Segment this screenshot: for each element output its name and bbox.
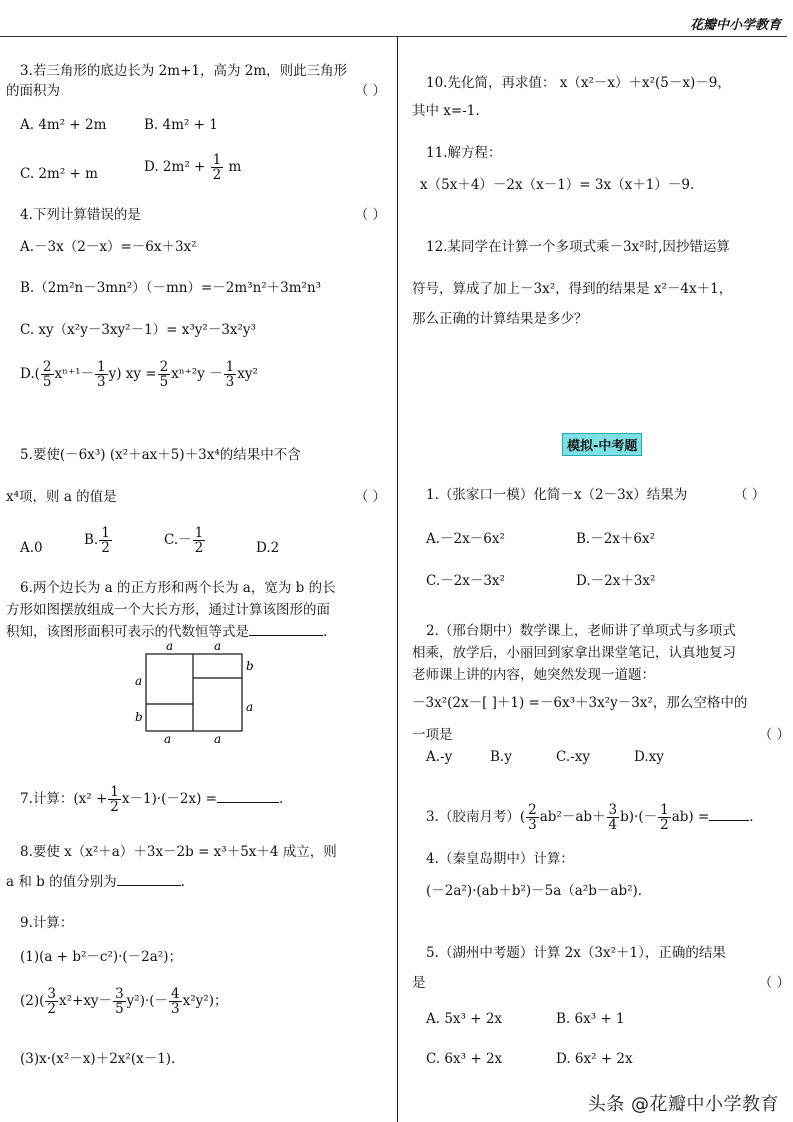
m3-f1-den: 3 xyxy=(528,817,537,834)
m2-option-c: C.-xy xyxy=(556,749,590,765)
q4-d-f3-num: 2 xyxy=(159,359,169,375)
q6-end: . xyxy=(323,624,328,640)
m3-line xyxy=(426,803,754,832)
q7-prefix: 7.计算：(x² + xyxy=(20,791,108,808)
q9-2-f1-den: 2 xyxy=(47,1001,56,1018)
q8-answer-blank[interactable] xyxy=(117,885,181,886)
q3-d-num: 1 xyxy=(212,152,222,168)
fig-label-left-bottom: b xyxy=(135,710,143,724)
q5-option-a: A.0 xyxy=(20,540,43,556)
section-tag: 模拟-中考题 xyxy=(562,433,642,456)
m2-line3: 老师课上讲的内容，她突然发现一道题： xyxy=(412,667,655,683)
q9-2-prefix: (2)( xyxy=(20,993,45,1010)
q4-d-mid1: xⁿ⁺¹－ xyxy=(54,366,94,383)
q9-2-mid1: x²+xy－ xyxy=(58,993,113,1010)
q9-2-f3-den: 3 xyxy=(171,1001,180,1018)
fig-label-bottom-right: a xyxy=(214,732,222,743)
m3-answer-blank[interactable] xyxy=(709,820,749,821)
m1-option-c: C.－2x－3x² xyxy=(426,573,505,589)
q9-2-f1-num: 3 xyxy=(47,986,56,1002)
q7-suffix: x－1)·(－2x) = xyxy=(121,791,217,808)
q5-b-prefix: B. xyxy=(84,532,99,549)
q5-option-d: D.2 xyxy=(256,540,280,556)
q11-stem: 11.解方程： xyxy=(426,145,502,161)
q9-2-mid2: y²)·(－ xyxy=(126,993,169,1010)
m5-answer-paren: （ ） xyxy=(758,975,790,991)
m5-option-b: B. 6x³ + 1 xyxy=(556,1011,625,1027)
q5-c-prefix: C.－ xyxy=(164,532,192,549)
q5-c-num: 1 xyxy=(194,525,204,541)
header-rule xyxy=(0,36,787,37)
q3-option-d xyxy=(144,153,241,182)
q3-option-a: A. 4m² + 2m xyxy=(20,117,107,133)
m2-option-b: B.y xyxy=(490,749,512,765)
q6-line3-text: 积知，该图形面积可表示的代数恒等式是 xyxy=(6,624,249,640)
q7-answer-blank[interactable] xyxy=(217,802,279,803)
q9-2-f2-num: 3 xyxy=(115,986,124,1002)
q5-line1: 5.要使(－6x³) (x²＋ax＋5)＋3x⁴的结果中不含 xyxy=(20,447,301,463)
m4-expression: (－2a²)·(ab＋b²)－5a（a²b－ab²). xyxy=(426,883,643,899)
q4-option-a: A.－3x（2－x）=－6x＋3x² xyxy=(20,239,197,255)
q6-line2: 方形如图摆放组成一个大长方形，通过计算该图形的面 xyxy=(6,602,330,618)
q8-line1: 8.要使 x（x²＋a）＋3x－2b = x³＋5x＋4 成立，则 xyxy=(20,844,337,860)
q4-option-c: C. xy（x²y－3xy²－1）= x³y²－3x²y³ xyxy=(20,322,256,338)
q5-b-den: 2 xyxy=(101,540,110,557)
fig-label-top-left: a xyxy=(166,639,174,653)
m1-option-a: A.－2x－6x² xyxy=(426,531,505,547)
q4-d-mid3: xⁿ⁺²y － xyxy=(171,366,223,383)
q5-answer-paren: （ ） xyxy=(354,489,386,505)
q4-d-f2-num: 1 xyxy=(97,359,106,375)
q12-line2: 符号，算成了加上－3x²，得到的结果是 x²－4x＋1， xyxy=(412,281,733,297)
m2-option-d: D.xy xyxy=(634,749,664,765)
q9-2-end: x²y²)； xyxy=(182,993,228,1010)
m2-answer-paren: （ ） xyxy=(758,727,790,743)
q3-line1: 3.若三角形的底边长为 2m+1，高为 2m，则此三角形 xyxy=(20,63,348,79)
m5-option-a: A. 5x³ + 2x xyxy=(426,1011,503,1027)
q9-2-f2-den: 5 xyxy=(115,1001,124,1018)
m2-line1: 2.（邢台期中）数学课上，老师讲了单项式与多项式 xyxy=(426,623,736,639)
m5-option-d: D. 6x² + 2x xyxy=(556,1051,633,1067)
m2-line5: 一项是 xyxy=(412,727,453,743)
q9-part1: (1)(a + b²－c²)·(－2a²)； xyxy=(20,949,182,965)
q9-stem: 9.计算： xyxy=(20,915,74,931)
m1-stem: 1.（张家口一模）化简－x（2－3x）结果为 xyxy=(426,487,688,503)
m3-f1-num: 2 xyxy=(528,802,537,818)
q4-answer-paren: （ ） xyxy=(354,207,386,223)
fig-label-bottom-left: a xyxy=(164,732,172,743)
m5-line2: 是 xyxy=(412,975,426,991)
m5-option-c: C. 6x³ + 2x xyxy=(426,1051,503,1067)
q3-d-den: 2 xyxy=(212,167,222,184)
q9-2-f3-num: 4 xyxy=(171,986,180,1002)
m5-line1: 5.（湖州中考题）计算 2x（3x²＋1），正确的结果 xyxy=(426,945,726,961)
q6-line1: 6.两个边长为 a 的正方形和两个长为 a，宽为 b 的长 xyxy=(20,580,336,596)
m3-mid2: b)·(－ xyxy=(620,809,658,826)
q10-line1: 10.先化简，再求值： x（x²－x）＋x²(5－x)－9， xyxy=(426,75,731,91)
q4-d-mid2: y) xy = xyxy=(108,366,157,383)
m2-line4: －3x²(2x－[ ]＋1) =－6x³＋3x²y－3x²，那么空格中的 xyxy=(412,695,748,711)
q3-answer-paren: （ ） xyxy=(354,83,386,99)
m3-prefix: 3.（胶南月考）( xyxy=(426,809,526,826)
q8-line2 xyxy=(6,872,185,892)
q7-line xyxy=(20,785,283,814)
m2-option-a: A.-y xyxy=(426,749,453,765)
q5-option-c xyxy=(164,526,206,555)
q4-d-end: xy² xyxy=(237,366,258,383)
q5-c-den: 2 xyxy=(194,540,204,557)
q3-line2: 的面积为 xyxy=(6,83,60,99)
column-divider xyxy=(397,37,398,1122)
q5-b-num: 1 xyxy=(101,525,110,541)
q4-d-f4-num: 1 xyxy=(225,359,235,375)
q10-line2: 其中 x=-1. xyxy=(412,103,480,119)
m3-mid1: ab²－ab＋ xyxy=(539,809,606,826)
watermark: 头条 @花瓣中小学教育 xyxy=(587,1094,779,1115)
q9-part3: (3)x·(x²－x)＋2x²(x－1). xyxy=(20,1051,176,1067)
q4-option-b: B.（2m²n－3mn²）（－mn）=－2m³n²＋3m²n³ xyxy=(20,280,322,296)
q9-part2 xyxy=(20,987,227,1016)
fig-label-right-top: b xyxy=(246,659,254,673)
q4-stem: 4.下列计算错误的是 xyxy=(20,207,141,223)
q4-d-f1-den: 5 xyxy=(42,374,52,391)
q12-line1: 12.某同学在计算一个多项式乘－3x²时,因抄错运算 xyxy=(426,239,730,255)
q4-d-prefix: D.( xyxy=(20,366,40,383)
fig-label-left-top: a xyxy=(135,674,143,688)
q3-d-suffix: m xyxy=(228,159,242,176)
fig-label-right-bottom: a xyxy=(246,700,254,714)
m4-stem: 4.（秦皇岛期中）计算： xyxy=(426,851,574,867)
q7-num: 1 xyxy=(110,784,119,800)
q3-d-prefix: D. 2m² + xyxy=(144,159,206,176)
q4-d-f3-den: 5 xyxy=(159,374,169,391)
m1-answer-paren: （ ） xyxy=(734,487,766,503)
m3-f3-num: 1 xyxy=(660,802,669,818)
m3-f2-den: 4 xyxy=(608,817,618,834)
q8-line2-text: a 和 b 的值分别为 xyxy=(6,874,117,890)
q8-end: . xyxy=(180,874,185,890)
q7-den: 2 xyxy=(110,799,119,816)
m3-f2-num: 3 xyxy=(608,802,618,818)
q11-equation: x（5x＋4）－2x（x－1）= 3x（x＋1）－9. xyxy=(420,177,695,193)
m3-tail: . xyxy=(749,809,754,826)
rectangle-diagram xyxy=(130,639,270,747)
q5-option-b xyxy=(84,526,113,555)
q3-option-c: C. 2m² + m xyxy=(20,166,98,182)
q3-option-b: B. 4m² + 1 xyxy=(144,117,218,133)
q4-d-f4-den: 3 xyxy=(225,374,235,391)
q12-line3: 那么正确的计算结果是多少？ xyxy=(412,311,588,327)
q4-d-f2-den: 3 xyxy=(97,374,106,391)
m1-option-b: B.－2x＋6x² xyxy=(576,531,656,547)
q6-answer-blank[interactable] xyxy=(249,635,323,636)
q7-end: . xyxy=(278,791,284,808)
m2-line2: 相乘，放学后，小丽回到家拿出课堂笔记，认真地复习 xyxy=(412,645,736,661)
header-title: 花瓣中小学教育 xyxy=(689,18,781,33)
m1-option-d: D.－2x＋3x² xyxy=(576,573,656,589)
m3-end: ab) = xyxy=(671,809,710,826)
m3-f3-den: 2 xyxy=(660,817,669,834)
q4-option-d xyxy=(20,360,258,389)
fig-label-top-right: a xyxy=(214,639,222,653)
q5-line2: x⁴项，则 a 的值是 xyxy=(6,489,117,505)
q4-d-f1-num: 2 xyxy=(42,359,52,375)
